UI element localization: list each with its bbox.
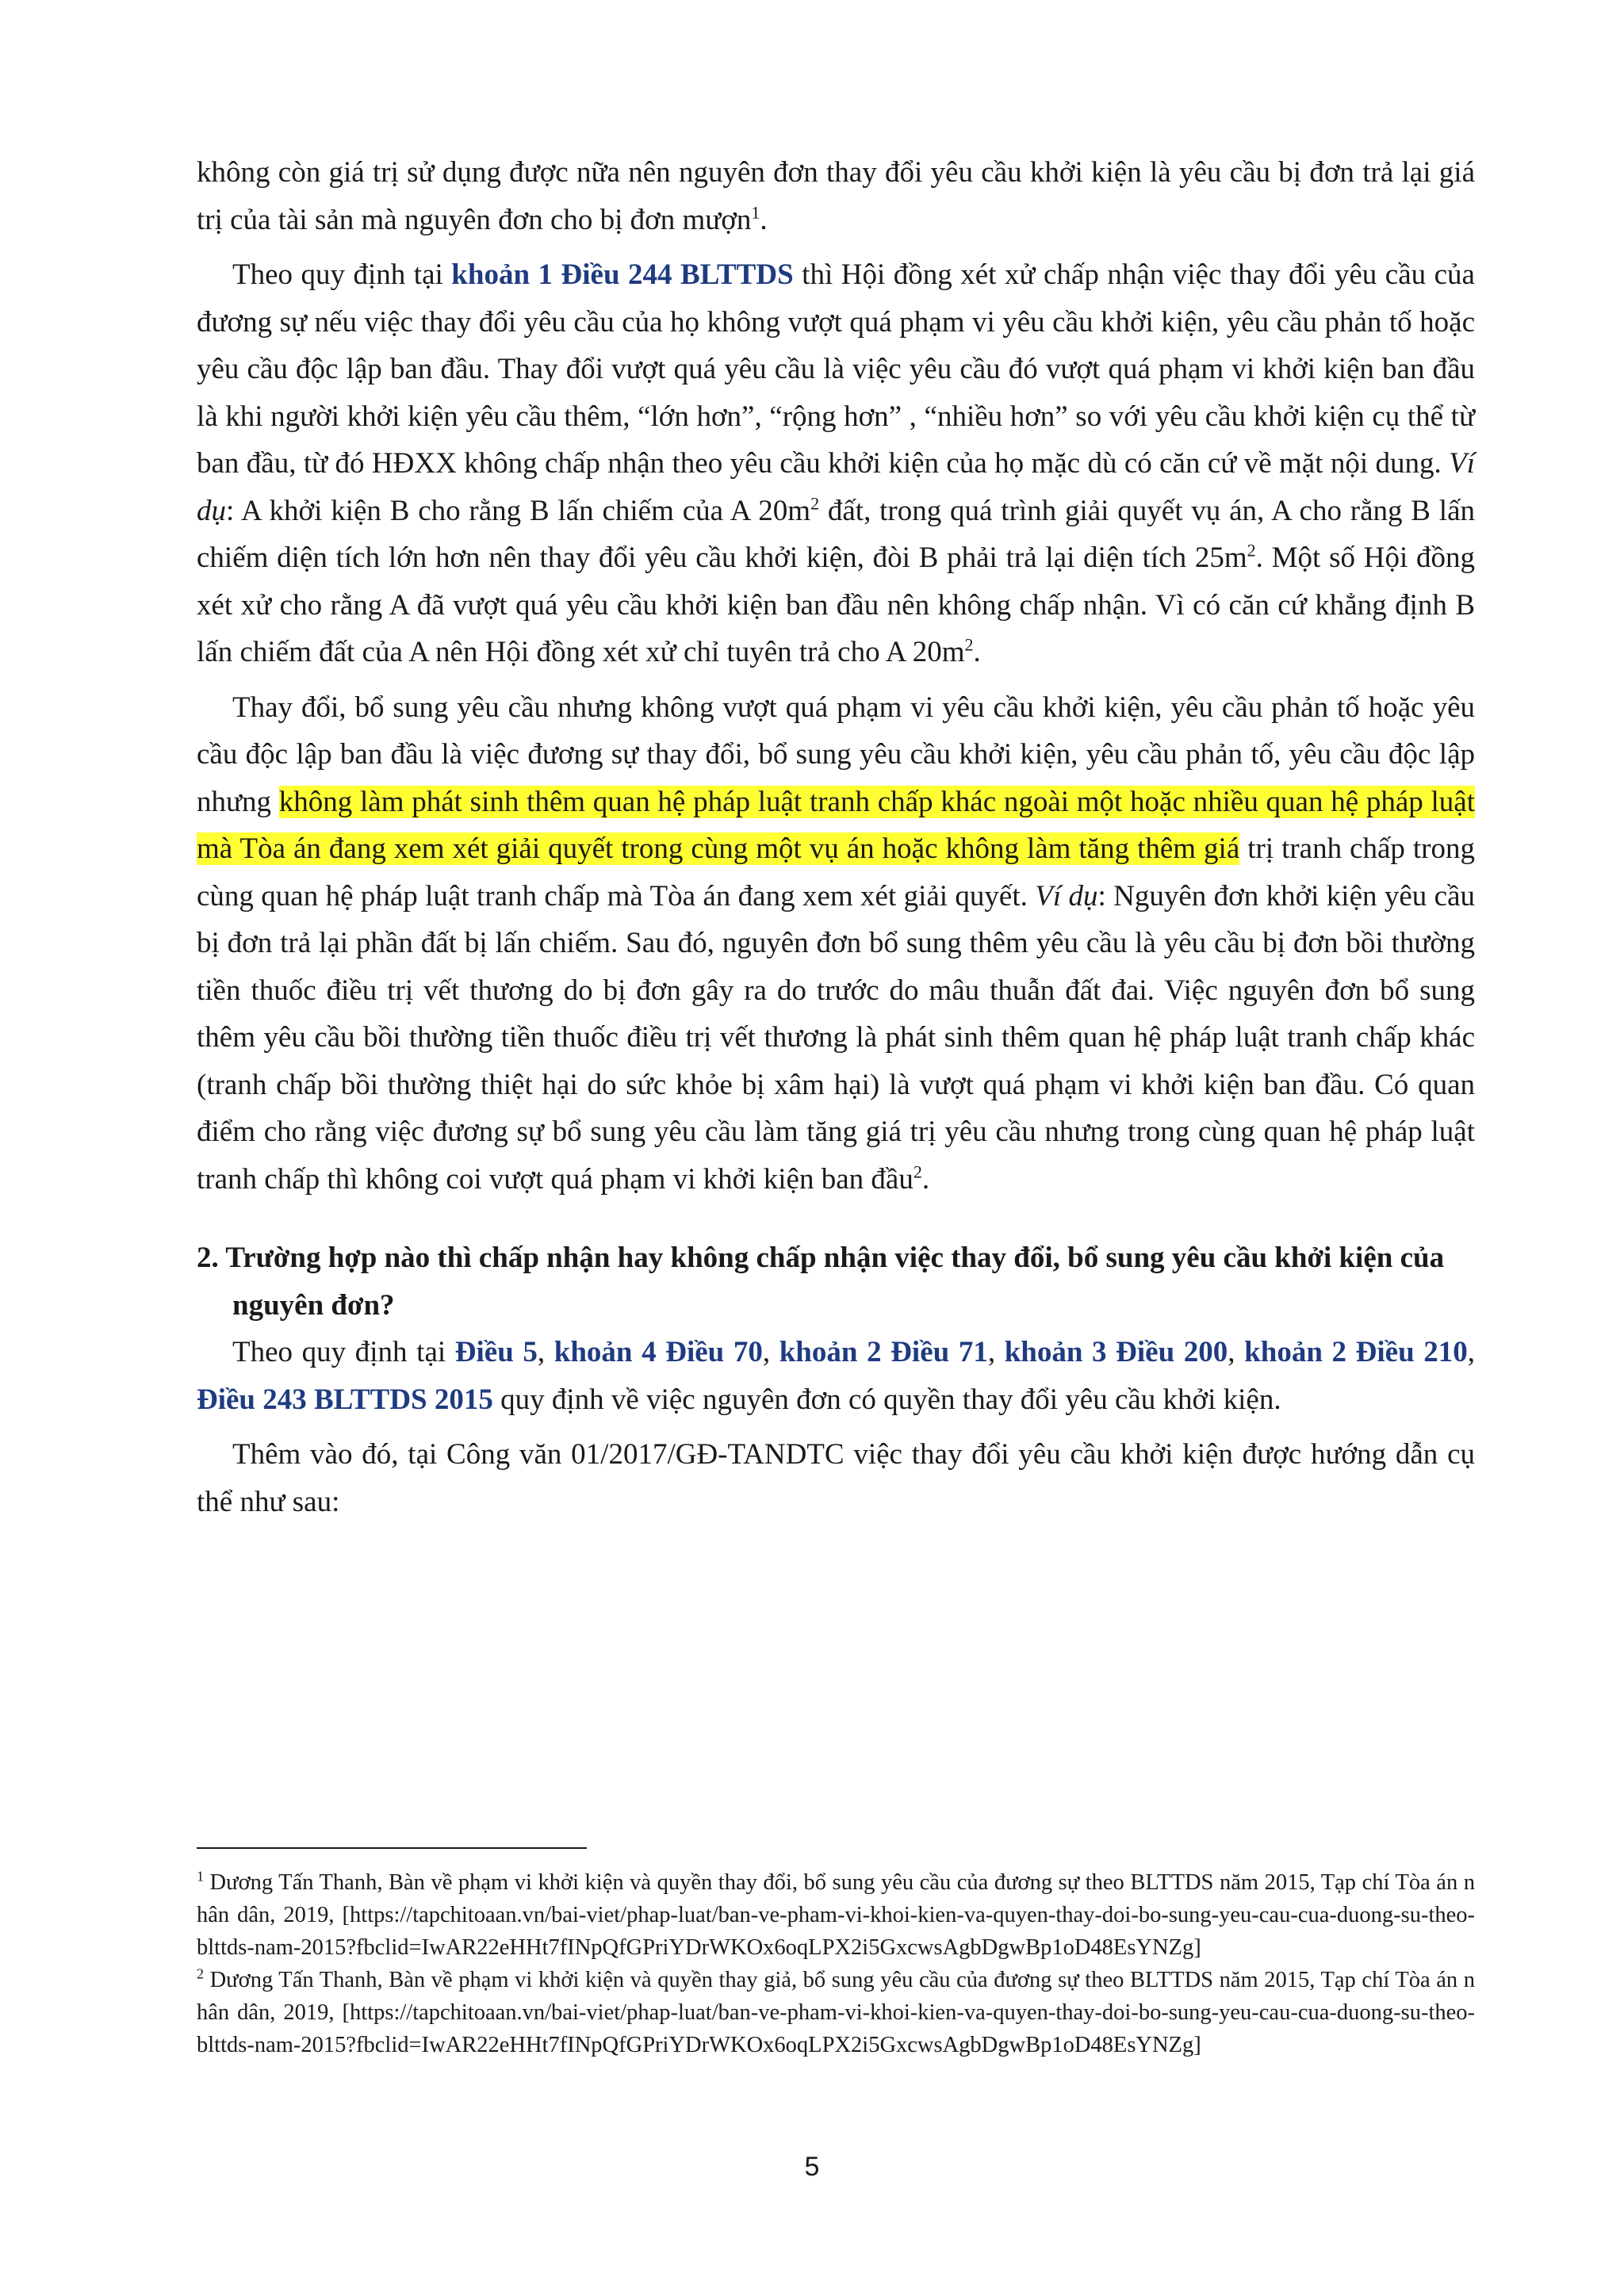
body-text [197, 149, 1475, 1533]
example-label: Ví dụ [1035, 879, 1098, 913]
law-reference-link[interactable]: khoản 3 Điều 200 [1004, 1336, 1228, 1368]
footnote-ref[interactable]: 1 [751, 202, 760, 223]
law-reference-link[interactable]: khoản 2 Điều 210 [1244, 1336, 1468, 1368]
paragraph-not-exceeding-scope: Thay đổi, bổ sung yêu cầu nhưng không vượt quá phạm vi yêu cầu khởi kiện, yêu cầu phản tố hoặc yêu cầu độc lập ban đầu là việc đương sự thay đổi, bổ sung yêu cầu khởi kiện, yêu cầu phản tố, yêu cầu độc lập nhưng không làm phát sinh thêm quan hệ pháp luật tranh chấp khác ngoài một hoặc nhiều quan hệ pháp luật mà Tòa án đang xem xét giải quyết trong cùng một vụ án hoặc không làm tăng thêm giá trị tranh chấp trong cùng quan hệ pháp luật tranh chấp mà Tòa án đang xem xét giải quyết. Ví dụ: Nguyên đơn khởi kiện yêu cầu bị đơn trả lại phần đất bị lấn chiếm. Sau đó, nguyên đơn bổ sung thêm yêu cầu là yêu cầu bị đơn bồi thường tiền thuốc điều trị vết thương do bị đơn gây ra do trước do mâu thuẫn đất đai. Việc nguyên đơn bổ sung thêm yêu cầu bồi thường tiền thuốc điều trị vết thương là phát sinh thêm quan hệ pháp luật tranh chấp khác (tranh chấp bồi thường thiệt hại do sức khỏe bị xâm hại) là vượt quá phạm vi khởi kiện ban đầu. Có quan điểm cho rằng việc đương sự bổ sung yêu cầu làm tăng giá trị yêu cầu nhưng trong cùng quan hệ pháp luật tranh chấp thì không coi vượt quá phạm vi khởi kiện ban đầu$^2$. [197, 691, 1475, 1196]
footnote-divider [197, 1847, 587, 1849]
law-reference-link[interactable]: Điều 5 [454, 1336, 538, 1368]
page-number: 5 [804, 2152, 820, 2182]
paragraph-continuation: không còn giá trị sử dụng được nữa nên nguyên đơn thay đổi yêu cầu khởi kiện là yêu cầu bị đơn trả lại giá trị của tài sản mà nguyên đơn cho bị đơn mượn$^1$. [197, 156, 1475, 236]
footnote-2: $^2$ Dương Tấn Thanh, Bàn về phạm vi khởi kiện và quyền thay giả, bổ sung yêu cầu của đương sự theo BLTTDS năm 2015, Tạp chí Tòa án nhân dân, 2019, [https://tapchitoaan.vn/bai-viet/phap-luat/ban-ve-pham-vi-khoi-kien-va-quyen-thay-doi-bo-sung-yeu-cau-cua-duong-su-theo-blttds-nam-2015?fbclid=IwAR22eHHt7fINpQfGPriYDrWKOx6oqLPX2i5GxcwsAgbDgwBp1oD48EsYNZg] [197, 1965, 1475, 2057]
highlighted-text: không làm phát sinh thêm quan hệ pháp luật tranh chấp khác ngoài một hoặc nhiều quan hệ pháp luật mà Tòa án đang xem xét giải quyết trong cùng một vụ án hoặc không làm tăng thêm giá [197, 785, 1475, 865]
section-heading: 2. Trường hợp nào thì chấp nhận hay không chấp nhận việc thay đổi, bổ sung yêu cầu khởi kiện của nguyên đơn? [197, 1242, 1445, 1322]
law-reference-link[interactable]: Điều 243 BLTTDS 2015 [197, 1383, 493, 1416]
paragraph-article-244: Theo quy định tại khoản 1 Điều 244 BLTTDS thì Hội đồng xét xử chấp nhận việc thay đổi yêu cầu của đương sự nếu việc thay đổi yêu cầu của họ không vượt quá phạm vi yêu cầu khởi kiện, yêu cầu phản tố hoặc yêu cầu độc lập ban đầu. Thay đổi vượt quá yêu cầu là việc yêu cầu đó vượt quá phạm vi khởi kiện ban đầu là khi người khởi kiện yêu cầu thêm, “lớn hơn”, “rộng hơn” , “nhiều hơn” so với yêu cầu khởi kiện cụ thể từ ban đầu, từ đó HĐXX không chấp nhận theo yêu cầu khởi kiện của họ mặc dù có căn cứ về mặt nội dung. Ví dụ: A khởi kiện B cho rằng B lấn chiếm của A $20m^2$ đất, trong quá trình giải quyết vụ án, A cho rằng B lấn chiếm diện tích lớn hơn nên thay đổi yêu cầu khởi kiện, đòi B phải trả lại diện tích $25m^2$. Một số Hội đồng xét xử cho rằng A đã vượt quá yêu cầu khởi kiện ban đầu nên không chấp nhận. Vì có căn cứ khẳng định B lấn chiếm đất của A nên Hội đồng xét xử chỉ tuyên trả cho A $20m^2$. [197, 258, 1475, 668]
footnote-1: $^1$ Dương Tấn Thanh, Bàn về phạm vi khởi kiện và quyền thay đổi, bổ sung yêu cầu của đương sự theo BLTTDS năm 2015, Tạp chí Tòa án nhân dân, 2019, [https://tapchitoaan.vn/bai-viet/phap-luat/ban-ve-pham-vi-khoi-kien-va-quyen-thay-doi-bo-sung-yeu-cau-cua-duong-su-theo-blttds-nam-2015?fbclid=IwAR22eHHt7fINpQfGPriYDrWKOx6oqLPX2i5GxcwsAgbDgwBp1oD48EsYNZg] [197, 1868, 1475, 1960]
example-label: Ví dụ [197, 447, 1475, 527]
law-reference-link[interactable]: khoản 2 Điều 71 [779, 1336, 988, 1368]
law-reference-link[interactable]: khoản 4 Điều 70 [553, 1336, 763, 1368]
footnote-ref[interactable]: 2 [913, 1161, 922, 1182]
footnotes [197, 1847, 1475, 2061]
paragraph-official-letter: Thêm vào đó, tại Công văn 01/2017/GĐ-TANDTC việc thay đổi yêu cầu khởi kiện được hướng dẫn cụ thể như sau: [197, 1438, 1475, 1518]
law-reference-link[interactable]: khoản 1 Điều 244 BLTTDS [451, 258, 794, 291]
paragraph-legal-basis: Theo quy định tại Điều 5, khoản 4 Điều 70, khoản 2 Điều 71, khoản 3 Điều 200, khoản 2 Điều 210, Điều 243 BLTTDS 2015 quy định về việc nguyên đơn có quyền thay đổi yêu cầu khởi kiện. [197, 1336, 1476, 1416]
